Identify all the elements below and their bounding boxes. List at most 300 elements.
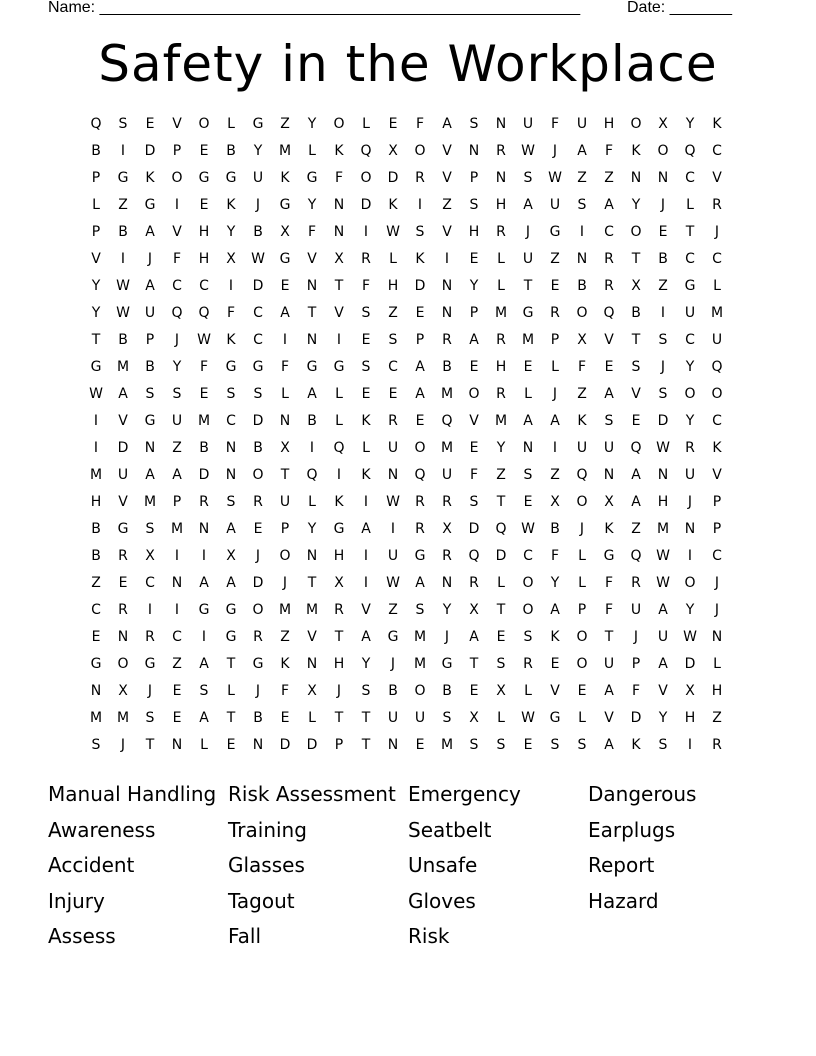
- grid-letter: R: [199, 494, 209, 510]
- grid-letter: A: [631, 494, 641, 510]
- grid-letter: E: [280, 278, 290, 294]
- grid-letter: I: [660, 305, 666, 321]
- grid-letter: V: [712, 170, 722, 186]
- grid-letter: G: [117, 521, 129, 537]
- grid-letter: F: [577, 359, 587, 375]
- word-list-item: Assess: [48, 924, 116, 948]
- grid-letter: X: [334, 575, 344, 591]
- grid-letter: W: [386, 575, 400, 591]
- grid-letter: B: [307, 413, 317, 429]
- grid-letter: Z: [631, 521, 641, 537]
- grid-letter: N: [306, 548, 318, 564]
- grid-letter: Y: [226, 224, 236, 240]
- grid-letter: I: [174, 602, 180, 618]
- grid-letter: K: [550, 629, 560, 645]
- grid-letter: V: [658, 683, 668, 699]
- grid-letter: J: [714, 602, 720, 618]
- grid-letter: F: [604, 575, 614, 591]
- grid-letter: N: [198, 521, 210, 537]
- grid-letter: A: [199, 656, 209, 672]
- grid-letter: K: [334, 143, 344, 159]
- grid-letter: I: [687, 737, 693, 753]
- grid-letter: R: [415, 494, 425, 510]
- date-field-label: Date: _______: [627, 0, 732, 16]
- grid-letter: E: [496, 629, 506, 645]
- grid-letter: S: [577, 197, 587, 213]
- grid-letter: Z: [280, 629, 290, 645]
- grid-letter: C: [685, 332, 695, 348]
- grid-letter: X: [280, 224, 290, 240]
- grid-letter: N: [522, 440, 534, 456]
- grid-letter: V: [334, 305, 344, 321]
- grid-letter: S: [145, 710, 155, 726]
- grid-letter: Q: [306, 467, 318, 483]
- grid-letter: U: [252, 170, 264, 186]
- grid-letter: I: [363, 494, 369, 510]
- word-list-item: Hazard: [588, 888, 659, 913]
- grid-letter: L: [497, 251, 505, 267]
- grid-letter: F: [604, 143, 614, 159]
- grid-letter: O: [576, 656, 588, 672]
- grid-letter: G: [279, 251, 291, 267]
- grid-letter: R: [415, 170, 425, 186]
- grid-letter: F: [469, 467, 479, 483]
- grid-letter: W: [683, 629, 697, 645]
- grid-letter: R: [469, 575, 479, 591]
- grid-letter: L: [227, 116, 235, 132]
- grid-letter: U: [171, 413, 183, 429]
- grid-letter: L: [389, 251, 397, 267]
- grid-letter: J: [255, 197, 261, 213]
- grid-letter: N: [630, 170, 642, 186]
- word-list-item: Glasses: [228, 853, 305, 877]
- grid-letter: A: [199, 575, 209, 591]
- grid-letter: F: [631, 683, 641, 699]
- grid-letter: N: [306, 278, 318, 294]
- grid-letter: X: [118, 683, 128, 699]
- grid-letter: N: [306, 656, 318, 672]
- grid-letter: N: [333, 197, 345, 213]
- grid-letter: I: [417, 197, 423, 213]
- grid-letter: E: [253, 521, 263, 537]
- grid-letter: E: [91, 629, 101, 645]
- grid-letter: W: [521, 521, 535, 537]
- grid-letter: U: [549, 197, 561, 213]
- grid-letter: V: [91, 251, 101, 267]
- word-list-item: Seatbelt: [408, 817, 492, 842]
- grid-letter: N: [495, 170, 507, 186]
- grid-letter: E: [415, 737, 425, 753]
- grid-letter: T: [334, 278, 344, 294]
- grid-letter: Q: [630, 440, 642, 456]
- grid-letter: S: [145, 386, 155, 402]
- grid-letter: S: [496, 737, 506, 753]
- grid-letter: C: [253, 305, 263, 321]
- grid-letter: H: [90, 494, 102, 510]
- grid-letter: J: [525, 224, 531, 240]
- grid-letter: R: [145, 629, 155, 645]
- grid-letter: H: [657, 494, 669, 510]
- grid-letter: G: [225, 170, 237, 186]
- grid-letter: X: [658, 116, 668, 132]
- grid-letter: G: [306, 359, 318, 375]
- grid-letter: F: [550, 548, 560, 564]
- grid-letter: Y: [253, 143, 263, 159]
- grid-letter: T: [361, 710, 371, 726]
- grid-letter: M: [440, 440, 454, 456]
- grid-letter: E: [145, 116, 155, 132]
- grid-letter: V: [604, 710, 614, 726]
- grid-letter: Y: [307, 116, 317, 132]
- grid-letter: K: [226, 332, 236, 348]
- grid-letter: S: [226, 386, 236, 402]
- grid-letter: M: [278, 143, 292, 159]
- grid-letter: S: [226, 494, 236, 510]
- grid-letter: R: [523, 656, 533, 672]
- grid-letter: L: [362, 116, 370, 132]
- grid-letter: D: [279, 737, 291, 753]
- grid-letter: M: [305, 602, 319, 618]
- grid-letter: S: [388, 332, 398, 348]
- grid-letter: M: [521, 332, 535, 348]
- grid-letter: V: [550, 683, 560, 699]
- grid-letter: F: [361, 278, 371, 294]
- grid-letter: Q: [630, 548, 642, 564]
- grid-letter: X: [226, 548, 236, 564]
- grid-letter: A: [226, 575, 236, 591]
- grid-letter: Q: [711, 359, 723, 375]
- grid-letter: H: [198, 251, 210, 267]
- grid-letter: U: [657, 629, 669, 645]
- grid-letter: T: [469, 656, 479, 672]
- word-list-item: Dangerous: [588, 782, 697, 806]
- grid-letter: G: [252, 116, 264, 132]
- grid-letter: F: [280, 683, 290, 699]
- grid-letter: G: [90, 359, 102, 375]
- grid-letter: I: [444, 251, 450, 267]
- grid-letter: E: [631, 413, 641, 429]
- grid-letter: V: [712, 467, 722, 483]
- grid-letter: K: [415, 251, 425, 267]
- grid-letter: L: [362, 440, 370, 456]
- grid-letter: I: [147, 602, 153, 618]
- grid-letter: S: [415, 224, 425, 240]
- grid-letter: V: [118, 413, 128, 429]
- grid-letter: W: [251, 251, 265, 267]
- grid-letter: N: [684, 521, 696, 537]
- grid-letter: U: [279, 494, 291, 510]
- grid-letter: E: [388, 116, 398, 132]
- grid-letter: I: [336, 467, 342, 483]
- grid-letter: T: [226, 710, 236, 726]
- grid-letter: Y: [685, 116, 695, 132]
- word-list-item: Fall: [228, 924, 262, 948]
- grid-letter: L: [713, 278, 721, 294]
- grid-letter: Y: [469, 278, 479, 294]
- grid-letter: Y: [91, 305, 101, 321]
- grid-letter: O: [360, 170, 372, 186]
- grid-letter: I: [228, 278, 234, 294]
- grid-letter: R: [253, 629, 263, 645]
- grid-letter: S: [658, 737, 668, 753]
- grid-letter: N: [603, 467, 615, 483]
- grid-letter: T: [226, 656, 236, 672]
- grid-letter: T: [334, 629, 344, 645]
- grid-letter: O: [522, 602, 534, 618]
- grid-letter: Z: [577, 386, 587, 402]
- grid-letter: B: [442, 683, 452, 699]
- grid-letter: J: [120, 737, 126, 753]
- grid-letter: B: [91, 143, 101, 159]
- grid-letter: V: [172, 116, 182, 132]
- grid-letter: Q: [198, 305, 210, 321]
- grid-letter: E: [361, 332, 371, 348]
- grid-letter: R: [712, 197, 722, 213]
- grid-letter: Z: [280, 116, 290, 132]
- grid-letter: Y: [631, 197, 641, 213]
- grid-letter: E: [523, 494, 533, 510]
- grid-letter: E: [172, 710, 182, 726]
- grid-letter: M: [413, 629, 427, 645]
- grid-letter: L: [524, 386, 532, 402]
- grid-letter: P: [91, 224, 101, 240]
- grid-letter: L: [713, 656, 721, 672]
- grid-letter: W: [89, 386, 103, 402]
- grid-letter: D: [495, 548, 507, 564]
- grid-letter: X: [604, 494, 614, 510]
- grid-letter: P: [334, 737, 344, 753]
- grid-letter: I: [390, 521, 396, 537]
- grid-letter: X: [550, 494, 560, 510]
- grid-letter: U: [522, 251, 534, 267]
- grid-letter: U: [117, 467, 129, 483]
- grid-letter: U: [414, 710, 426, 726]
- grid-letter: O: [576, 494, 588, 510]
- grid-letter: G: [225, 602, 237, 618]
- grid-letter: I: [282, 332, 288, 348]
- grid-letter: E: [523, 359, 533, 375]
- grid-letter: Y: [685, 359, 695, 375]
- grid-letter: D: [360, 197, 372, 213]
- grid-letter: B: [577, 278, 587, 294]
- grid-letter: F: [604, 602, 614, 618]
- grid-letter: X: [469, 602, 479, 618]
- grid-letter: S: [523, 629, 533, 645]
- grid-letter: N: [468, 143, 480, 159]
- grid-letter: G: [252, 656, 264, 672]
- grid-letter: B: [253, 224, 263, 240]
- grid-letter: D: [198, 467, 210, 483]
- grid-letter: C: [523, 548, 533, 564]
- grid-letter: O: [252, 467, 264, 483]
- grid-letter: G: [144, 656, 156, 672]
- grid-letter: A: [658, 602, 668, 618]
- grid-letter: P: [550, 332, 560, 348]
- grid-letter: A: [604, 386, 614, 402]
- grid-letter: P: [91, 170, 101, 186]
- grid-letter: Z: [658, 278, 668, 294]
- grid-letter: D: [252, 413, 264, 429]
- grid-letter: E: [415, 305, 425, 321]
- grid-letter: S: [442, 710, 452, 726]
- grid-letter: V: [604, 332, 614, 348]
- word-list-item: Manual Handling: [48, 782, 217, 806]
- grid-letter: A: [604, 197, 614, 213]
- grid-letter: L: [551, 359, 559, 375]
- grid-letter: S: [415, 602, 425, 618]
- grid-letter: F: [307, 224, 317, 240]
- grid-letter: G: [144, 197, 156, 213]
- grid-letter: Y: [307, 521, 317, 537]
- grid-letter: B: [145, 359, 155, 375]
- grid-letter: J: [660, 197, 666, 213]
- grid-letter: I: [93, 413, 99, 429]
- grid-letter: K: [712, 116, 722, 132]
- grid-letter: I: [579, 224, 585, 240]
- grid-letter: Q: [90, 116, 102, 132]
- grid-letter: K: [226, 197, 236, 213]
- grid-letter: T: [604, 629, 614, 645]
- grid-letter: U: [441, 467, 453, 483]
- grid-letter: Z: [550, 467, 560, 483]
- grid-letter: F: [280, 359, 290, 375]
- grid-letter: A: [280, 305, 290, 321]
- grid-letter: X: [307, 683, 317, 699]
- grid-letter: E: [199, 197, 209, 213]
- grid-letter: N: [441, 575, 453, 591]
- grid-letter: P: [712, 494, 722, 510]
- word-list-item: Earplugs: [588, 817, 676, 842]
- grid-letter: A: [172, 467, 182, 483]
- word-list: [48, 780, 768, 958]
- grid-letter: E: [469, 440, 479, 456]
- grid-letter: Y: [307, 197, 317, 213]
- grid-letter: O: [684, 386, 696, 402]
- grid-letter: I: [93, 440, 99, 456]
- grid-letter: J: [552, 386, 558, 402]
- grid-letter: T: [280, 467, 290, 483]
- grid-letter: Q: [414, 467, 426, 483]
- grid-letter: X: [577, 332, 587, 348]
- grid-letter: A: [361, 629, 371, 645]
- grid-letter: Q: [333, 440, 345, 456]
- grid-letter: N: [117, 629, 129, 645]
- grid-letter: U: [144, 305, 156, 321]
- grid-letter: L: [686, 197, 694, 213]
- grid-letter: Q: [576, 467, 588, 483]
- grid-letter: D: [657, 413, 669, 429]
- grid-letter: S: [145, 521, 155, 537]
- grid-letter: W: [548, 170, 562, 186]
- grid-letter: K: [280, 656, 290, 672]
- grid-letter: Y: [658, 710, 668, 726]
- grid-letter: R: [442, 332, 452, 348]
- grid-letter: O: [576, 629, 588, 645]
- grid-letter: E: [226, 737, 236, 753]
- grid-letter: G: [90, 656, 102, 672]
- grid-letter: L: [497, 710, 505, 726]
- grid-letter: R: [496, 386, 506, 402]
- grid-letter: V: [361, 602, 371, 618]
- grid-letter: Z: [550, 251, 560, 267]
- grid-letter: B: [199, 440, 209, 456]
- word-list-item: Training: [228, 817, 307, 842]
- grid-letter: W: [116, 278, 130, 294]
- grid-letter: N: [495, 116, 507, 132]
- grid-letter: E: [199, 386, 209, 402]
- grid-letter: L: [335, 413, 343, 429]
- grid-letter: H: [387, 278, 399, 294]
- grid-letter: J: [579, 521, 585, 537]
- grid-letter: Z: [388, 305, 398, 321]
- grid-letter: J: [255, 548, 261, 564]
- grid-letter: Q: [171, 305, 183, 321]
- grid-letter: A: [415, 386, 425, 402]
- grid-letter: Y: [172, 359, 182, 375]
- grid-letter: A: [550, 413, 560, 429]
- grid-letter: V: [118, 494, 128, 510]
- grid-letter: J: [336, 683, 342, 699]
- grid-letter: M: [440, 386, 454, 402]
- grid-letter: R: [496, 143, 506, 159]
- grid-letter: N: [711, 629, 723, 645]
- grid-letter: R: [496, 224, 506, 240]
- grid-letter: R: [118, 602, 128, 618]
- grid-letter: J: [714, 575, 720, 591]
- word-list-item: Risk Assessment: [228, 782, 396, 806]
- grid-letter: A: [604, 683, 614, 699]
- grid-letter: M: [89, 467, 103, 483]
- grid-letter: B: [91, 521, 101, 537]
- grid-letter: W: [386, 494, 400, 510]
- grid-letter: B: [118, 332, 128, 348]
- grid-letter: P: [631, 656, 641, 672]
- grid-letter: J: [687, 494, 693, 510]
- grid-letter: J: [255, 683, 261, 699]
- grid-letter: B: [91, 548, 101, 564]
- grid-letter: T: [307, 305, 317, 321]
- grid-letter: I: [174, 548, 180, 564]
- grid-letter: O: [198, 116, 210, 132]
- grid-letter: S: [253, 386, 263, 402]
- grid-letter: P: [577, 602, 587, 618]
- grid-letter: M: [710, 305, 724, 321]
- grid-letter: X: [280, 440, 290, 456]
- grid-letter: A: [199, 710, 209, 726]
- grid-letter: Z: [172, 656, 182, 672]
- grid-letter: F: [172, 251, 182, 267]
- grid-letter: I: [336, 332, 342, 348]
- grid-letter: E: [172, 683, 182, 699]
- grid-letter: I: [201, 629, 207, 645]
- grid-letter: N: [279, 413, 291, 429]
- grid-letter: C: [712, 413, 722, 429]
- grid-letter: R: [388, 413, 398, 429]
- grid-letter: O: [630, 116, 642, 132]
- grid-letter: F: [550, 116, 560, 132]
- grid-letter: B: [118, 224, 128, 240]
- grid-letter: N: [333, 224, 345, 240]
- grid-letter: I: [120, 143, 126, 159]
- grid-letter: J: [444, 629, 450, 645]
- grid-letter: I: [552, 440, 558, 456]
- grid-letter: D: [306, 737, 318, 753]
- grid-letter: C: [172, 278, 182, 294]
- grid-letter: G: [333, 359, 345, 375]
- word-list-item: Emergency: [408, 782, 521, 806]
- grid-letter: X: [145, 548, 155, 564]
- grid-letter: O: [576, 305, 588, 321]
